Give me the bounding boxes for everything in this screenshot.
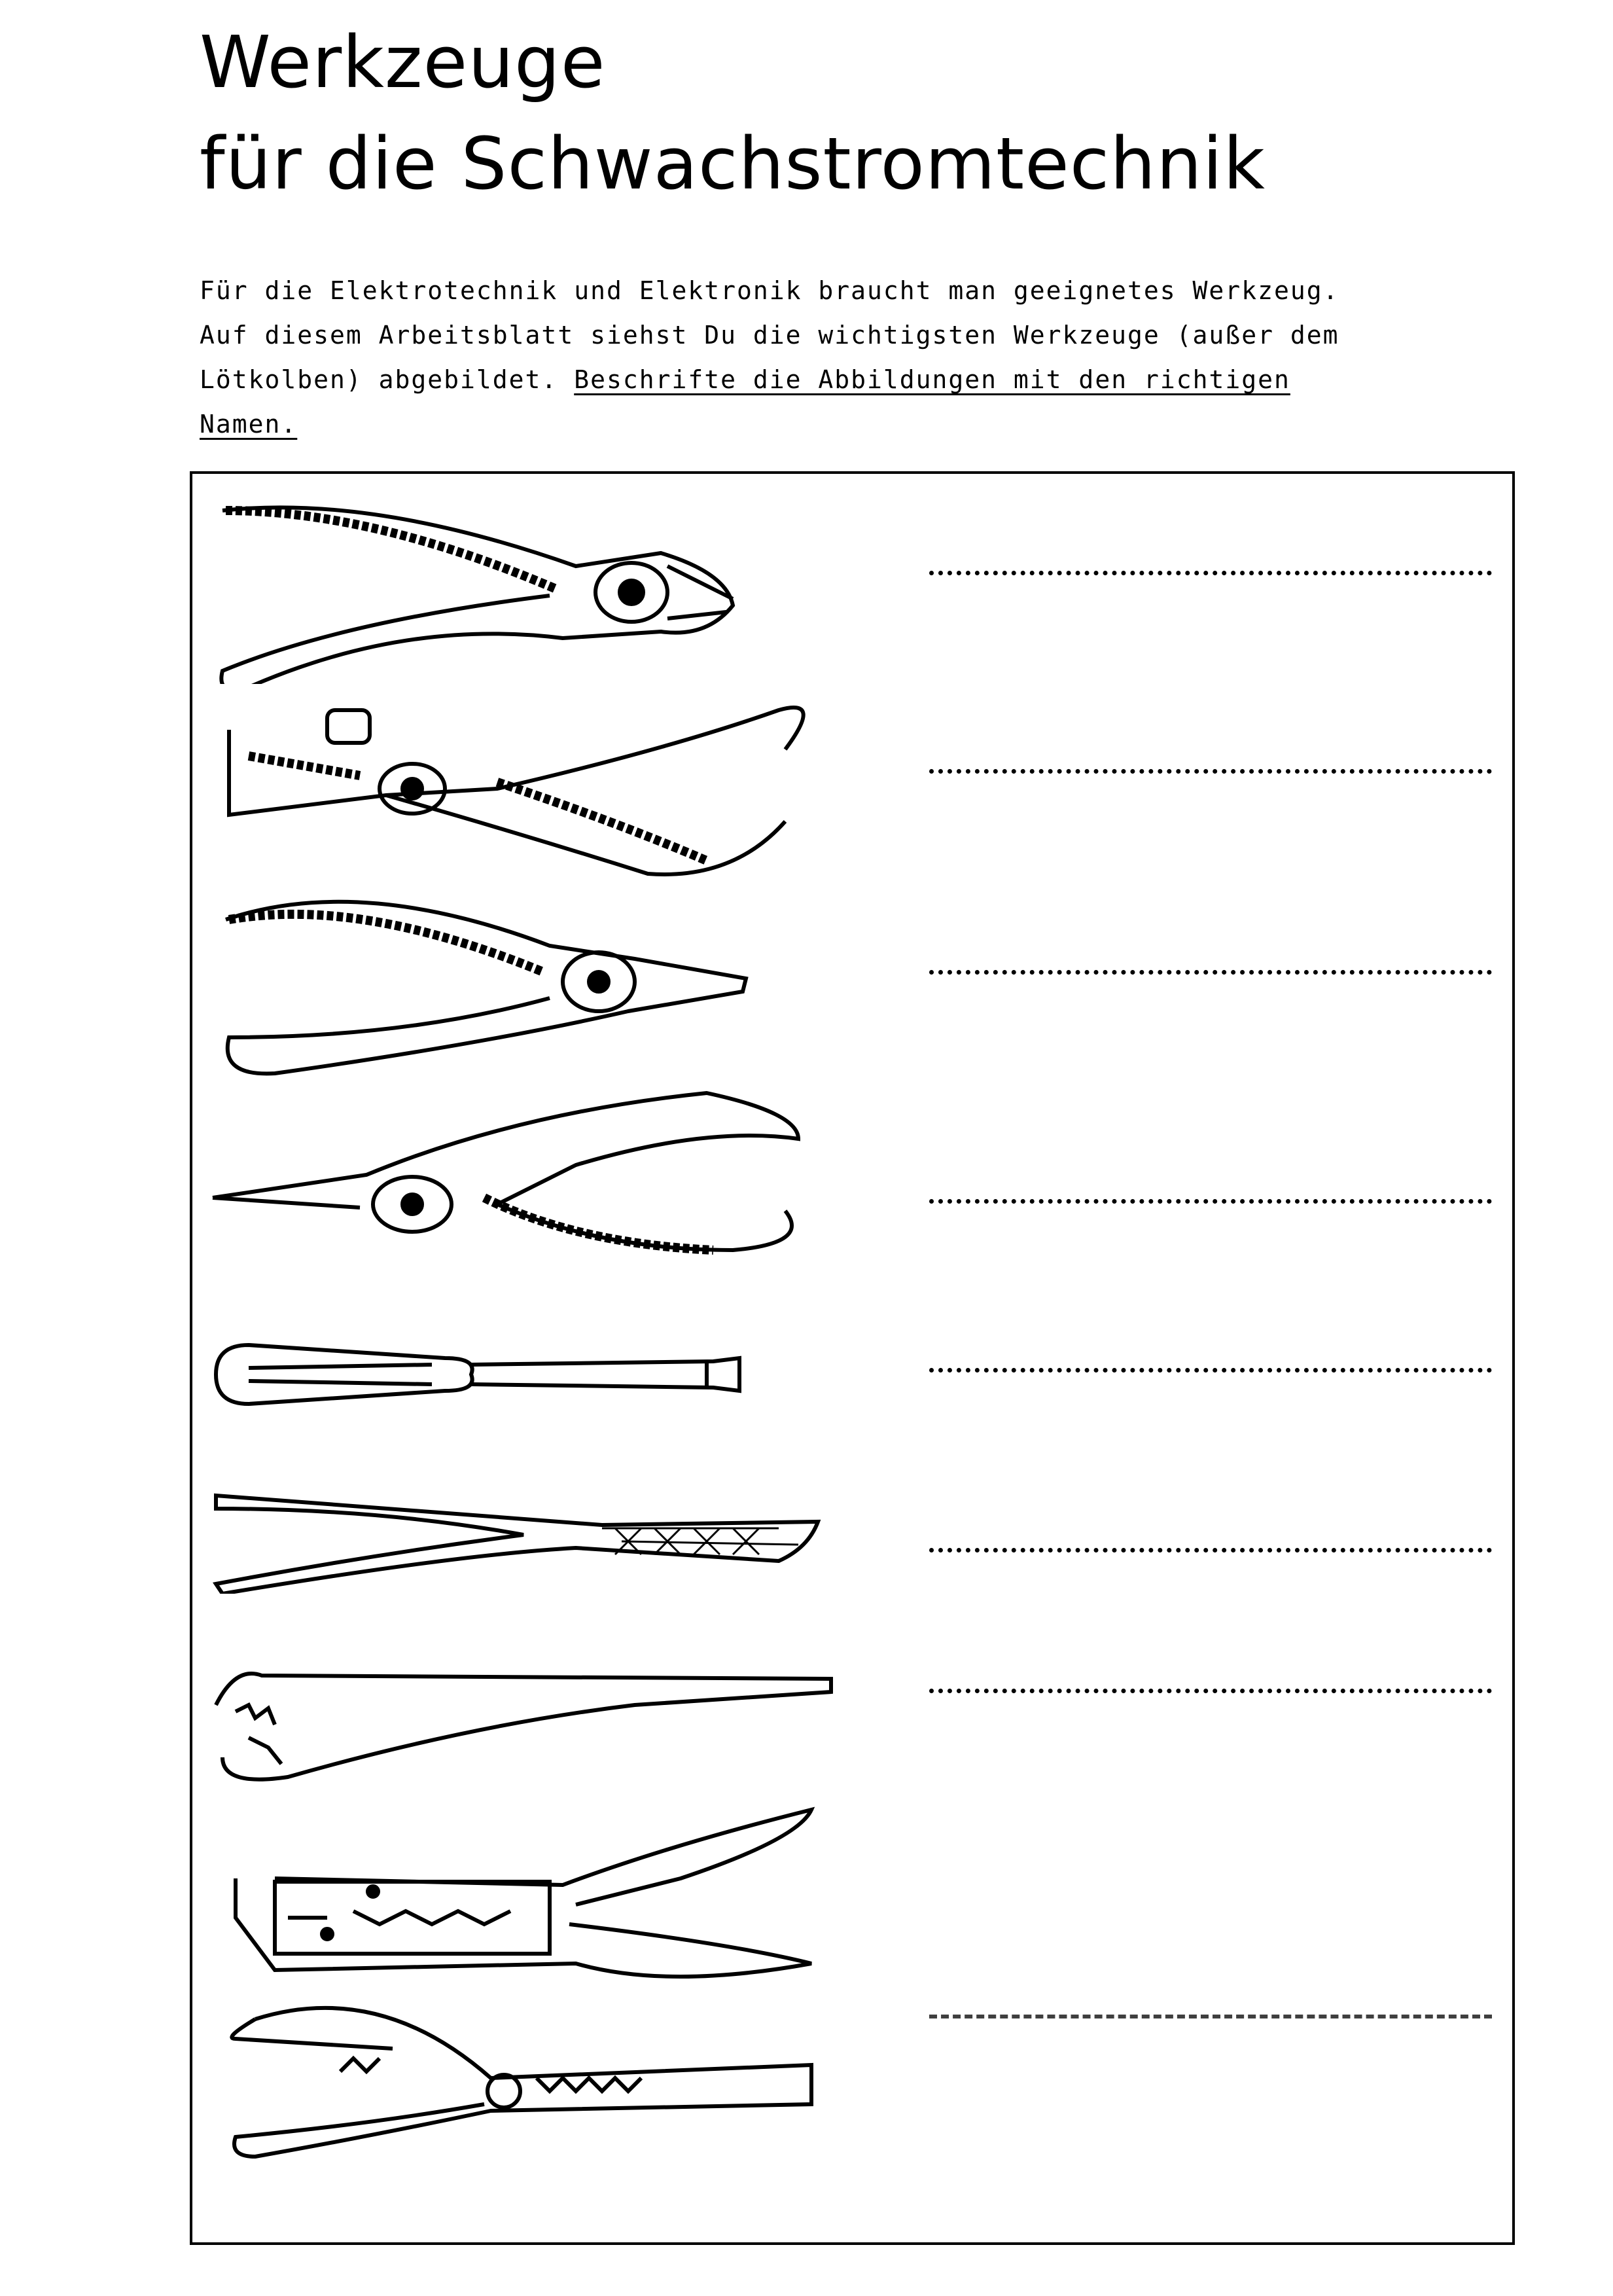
crimping-pliers-icon xyxy=(209,1793,864,1990)
screwdriver-icon xyxy=(209,1329,864,1420)
instruction-text: Beschrifte die Abbildungen mit den richtigen xyxy=(574,365,1290,394)
intro-line-3 xyxy=(200,357,1508,402)
instruction-text-end: Namen. xyxy=(200,410,298,439)
intro-text xyxy=(200,268,1508,446)
answer-line-6[interactable] xyxy=(929,1548,1492,1552)
answer-line-5[interactable] xyxy=(929,1368,1492,1372)
tweezers-icon xyxy=(209,1482,864,1594)
answer-line-3[interactable] xyxy=(929,970,1492,975)
needle-nose-pliers-icon xyxy=(209,1086,864,1283)
answer-line-7[interactable] xyxy=(929,1689,1492,1693)
intro-line-3-text: Lötkolben) abgebildet. xyxy=(200,365,558,394)
gripping-tweezers-icon xyxy=(209,1653,864,1790)
answer-line-9[interactable] xyxy=(929,2015,1492,2018)
answer-line-4[interactable] xyxy=(929,1199,1492,1204)
answer-line-1[interactable] xyxy=(929,571,1492,575)
intro-line-1: Für die Elektrotechnik und Elektronik braucht man geeignetes Werkzeug. xyxy=(200,276,1339,305)
page-title-line2: für die Schwachstromtechnik xyxy=(200,122,1266,206)
side-cutter-icon xyxy=(209,481,864,684)
crimp-pliers-icon xyxy=(209,1993,864,2176)
page-title-line1: Werkzeuge xyxy=(200,20,606,104)
intro-line-2: Auf diesem Arbeitsblatt siehst Du die wichtigsten Werkzeuge (außer dem xyxy=(200,321,1339,350)
intro-line-4 xyxy=(200,402,1508,446)
answer-line-2[interactable] xyxy=(929,769,1492,774)
wire-stripper-icon xyxy=(209,684,864,880)
flat-nose-pliers-icon xyxy=(209,880,864,1077)
